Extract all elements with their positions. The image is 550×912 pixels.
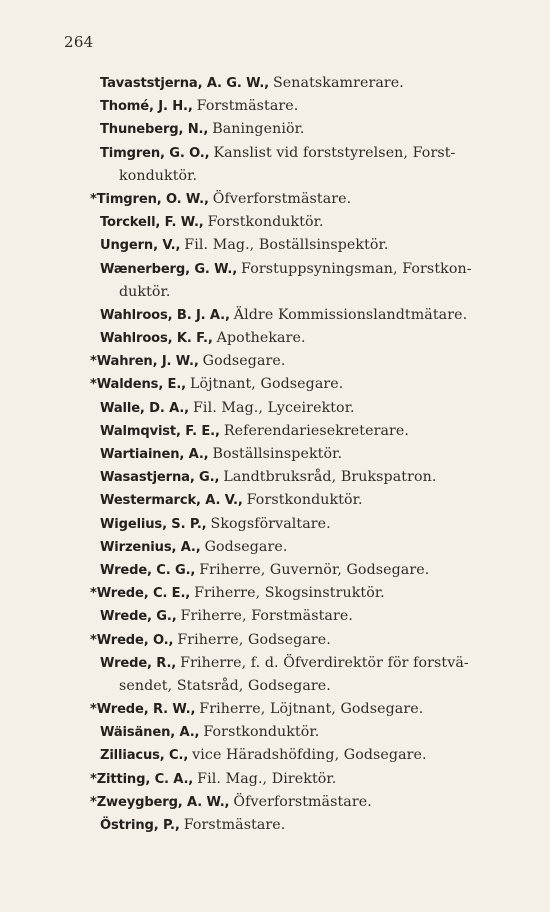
list-item	[0, 651, 522, 697]
entry-description: Friherre, Skogsinstruktör.	[194, 585, 385, 602]
entry-name: Wahlroos, B. J. A.,	[100, 307, 230, 323]
entry-description: Friherre, f. d. Öfverdirektör för forstvä-	[180, 654, 469, 671]
list-item	[0, 767, 522, 790]
list-item	[0, 94, 522, 117]
entry-name: *Wrede, O.,	[90, 632, 174, 648]
entry-name: *Wrede, C. E.,	[90, 586, 191, 602]
list-item	[0, 697, 522, 720]
entry-name: Tavaststjerna, A. G. W.,	[100, 76, 269, 91]
list-item	[0, 419, 522, 442]
entry-name: Zilliacus, C.,	[100, 748, 189, 764]
entry-name: Timgren, G. O.,	[100, 145, 210, 161]
list-item	[0, 790, 522, 813]
entry-description: Baningeniör.	[212, 121, 305, 138]
list-item	[0, 581, 522, 604]
entry-line	[100, 651, 522, 674]
list-item	[0, 233, 522, 256]
entry-description: Fil. Mag., Direktör.	[197, 770, 337, 787]
entry-name: *Timgren, O. W.,	[90, 191, 209, 207]
entry-description: Forstmästare.	[183, 817, 286, 833]
entry-description: Godsegare.	[204, 538, 288, 555]
entry-description: Friherre, Godsegare.	[177, 631, 331, 648]
list-item	[0, 349, 522, 372]
entry-description: Friherre, Forstmästare.	[180, 608, 353, 625]
entry-description: Landtbruksråd, Brukspatron.	[223, 469, 437, 486]
entry-line	[100, 257, 522, 280]
entry-description: Löjtnant, Godsegare.	[190, 376, 344, 393]
list-item	[0, 141, 522, 187]
list-item	[0, 512, 522, 535]
entry-description: Friherre, Löjtnant, Godsegare.	[199, 701, 424, 718]
entry-name: *Zweygberg, A. W.,	[90, 794, 230, 810]
entry-name: *Wrede, R. W.,	[90, 702, 196, 718]
entry-description-continued: konduktör.	[119, 167, 198, 184]
entry-description: Forstkonduktör.	[203, 724, 320, 741]
entry-description: vice Häradshöfding, Godsegare.	[192, 747, 427, 764]
entry-name: *Wahren, J. W.,	[90, 354, 199, 370]
entry-name: Ungern, V.,	[100, 238, 181, 254]
list-item	[0, 210, 522, 233]
entry-name: Wigelius, S. P.,	[100, 516, 207, 532]
entry-continuation	[100, 280, 522, 303]
list-item	[0, 465, 522, 488]
list-item	[0, 535, 522, 558]
entry-description: Apothekare.	[216, 330, 306, 347]
list-item	[0, 558, 522, 581]
entry-name: Westermarck, A. V.,	[100, 493, 243, 509]
list-item	[0, 488, 522, 511]
entry-description: Fil. Mag., Boställsinspektör.	[184, 237, 389, 254]
list-item	[0, 187, 522, 210]
list-item	[0, 813, 522, 836]
entry-name: Thuneberg, N.,	[100, 122, 209, 138]
entry-description: Forstkonduktör.	[246, 492, 363, 509]
entry-name: Wrede, C. G.,	[100, 562, 196, 578]
list-item	[0, 396, 522, 419]
entry-description: Kanslist vid forststyrelsen, Forst-	[213, 144, 456, 161]
entry-description: Forstmästare.	[196, 98, 299, 115]
entry-continuation	[100, 164, 522, 187]
entry-description: Äldre Kommissionslandtmätare.	[233, 306, 468, 323]
entry-description: Senatskamrerare.	[272, 75, 404, 91]
list-item	[0, 372, 522, 395]
entry-name: Wrede, G.,	[100, 609, 177, 625]
entry-description: Öfverforstmästare.	[233, 793, 372, 810]
entry-name: Walle, D. A.,	[100, 400, 189, 416]
list-item	[0, 257, 522, 303]
entry-name: Wirzenius, A.,	[100, 539, 201, 555]
entry-name: Walmqvist, F. E.,	[100, 423, 220, 439]
entry-description-continued: sendet, Statsråd, Godsegare.	[119, 677, 331, 694]
entry-line	[100, 141, 522, 164]
entry-description: Öfverforstmästare.	[212, 190, 352, 207]
list-item	[0, 604, 522, 627]
entry-description: Boställsinspektör.	[212, 446, 343, 462]
entry-name: Wrede, R.,	[100, 655, 177, 671]
entry-description: Friherre, Guvernör, Godsegare.	[199, 561, 430, 578]
entry-description: Skogsförvaltare.	[210, 515, 331, 532]
directory-list	[0, 71, 550, 836]
entry-name: Wartiainen, A.,	[100, 447, 209, 462]
entry-continuation	[100, 674, 522, 697]
page-number: 264	[64, 33, 94, 51]
entry-name: *Waldens, E.,	[90, 377, 186, 393]
list-item	[0, 628, 522, 651]
entry-description: Fil. Mag., Lyceirektor.	[192, 399, 355, 416]
entry-name: Wäisänen, A.,	[100, 725, 200, 741]
entry-name: Wænerberg, G. W.,	[100, 261, 238, 277]
list-item	[0, 71, 522, 94]
entry-name: Wasastjerna, G.,	[100, 470, 220, 486]
entry-description: Forstkonduktör.	[207, 214, 324, 231]
list-item	[0, 326, 522, 349]
list-item	[0, 720, 522, 743]
list-item	[0, 442, 522, 465]
entry-description: Forstuppsyningsman, Forstkon-	[241, 260, 472, 277]
list-item	[0, 743, 522, 766]
entry-description-continued: duktör.	[119, 283, 171, 300]
list-item	[0, 303, 522, 326]
entry-description: Godsegare.	[202, 353, 286, 370]
entry-description: Referendariesekreterare.	[223, 422, 410, 439]
entry-name: Wahlroos, K. F.,	[100, 331, 213, 347]
entry-name: *Zitting, C. A.,	[90, 771, 194, 787]
entry-name: Thomé, J. H.,	[100, 99, 193, 115]
entry-name: Torckell, F. W.,	[100, 215, 204, 231]
list-item	[0, 117, 522, 140]
entry-name: Östring, P.,	[100, 818, 180, 833]
